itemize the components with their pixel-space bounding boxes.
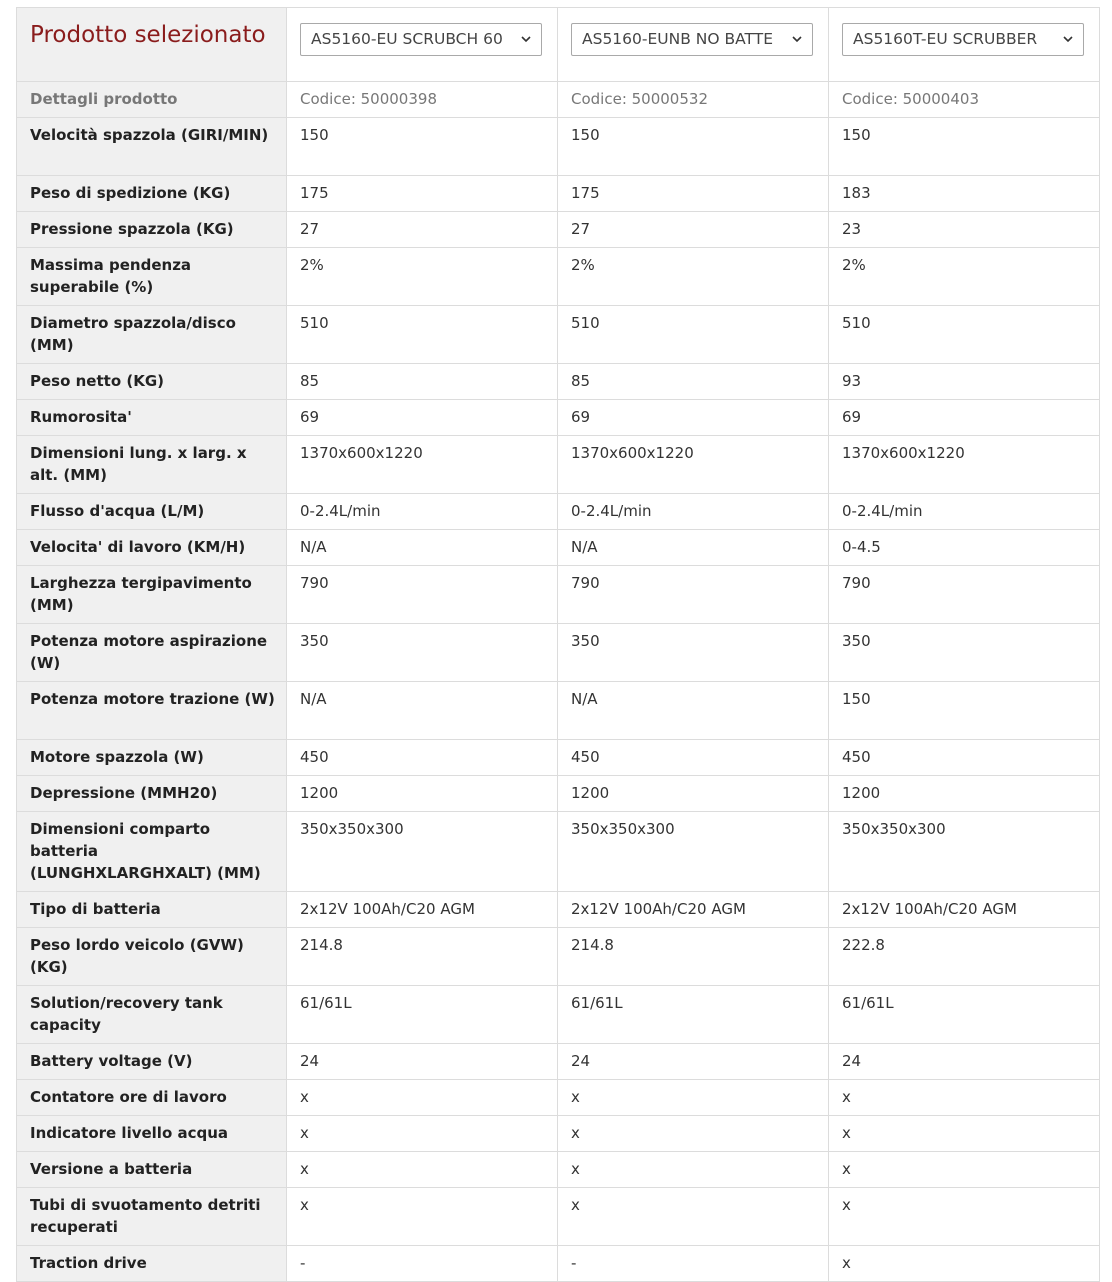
spec-value: N/A [287,530,558,566]
product-select-cell-2 [558,8,829,82]
spec-value: 510 [558,306,829,364]
spec-value: 790 [829,566,1100,624]
spec-value: N/A [558,530,829,566]
spec-label: Massima pendenza superabile (%) [17,248,287,306]
spec-value: x [829,1246,1100,1282]
spec-value: x [287,1116,558,1152]
table-row [17,682,1100,740]
table-row [17,892,1100,928]
spec-value: 24 [829,1044,1100,1080]
spec-value: 175 [287,176,558,212]
spec-value: 350 [287,624,558,682]
spec-value: 24 [287,1044,558,1080]
spec-value: 0-4.5 [829,530,1100,566]
spec-label: Velocita' di lavoro (KM/H) [17,530,287,566]
spec-value: 214.8 [558,928,829,986]
spec-value: 1200 [829,776,1100,812]
product-select-value-3: AS5160T-EU SCRUBBER [853,30,1038,48]
spec-value: x [558,1188,829,1246]
header-label-cell [17,8,287,82]
spec-label: Flusso d'acqua (L/M) [17,494,287,530]
table-row [17,118,1100,176]
spec-value: x [287,1080,558,1116]
spec-value: x [287,1152,558,1188]
spec-value: 1200 [558,776,829,812]
spec-value: 450 [829,740,1100,776]
spec-label: Larghezza tergipavimento (MM) [17,566,287,624]
product-comparison-table [16,7,1100,1282]
spec-value: 85 [287,364,558,400]
table-row [17,776,1100,812]
spec-label: Peso lordo veicolo (GVW) (KG) [17,928,287,986]
spec-label: Motore spazzola (W) [17,740,287,776]
spec-label: Versione a batteria [17,1152,287,1188]
spec-label: Peso netto (KG) [17,364,287,400]
table-row [17,1152,1100,1188]
product-select-2[interactable] [571,23,813,56]
table-row [17,176,1100,212]
spec-value: 350 [558,624,829,682]
spec-label: Solution/recovery tank capacity [17,986,287,1044]
spec-value: 24 [558,1044,829,1080]
spec-value: 69 [829,400,1100,436]
spec-label: Peso di spedizione (KG) [17,176,287,212]
product-code: Codice: 50000403 [829,82,1100,118]
spec-value: 150 [287,118,558,176]
spec-value: 93 [829,364,1100,400]
spec-value: 1370x600x1220 [558,436,829,494]
table-row [17,1188,1100,1246]
spec-label: Depressione (MMH20) [17,776,287,812]
spec-value: 27 [287,212,558,248]
spec-value: 183 [829,176,1100,212]
spec-label: Tubi di svuotamento detriti recuperati [17,1188,287,1246]
product-select-1[interactable] [300,23,542,56]
product-select-value-2: AS5160-EUNB NO BATTE [582,30,773,48]
spec-value: 23 [829,212,1100,248]
chevron-down-icon [790,24,804,55]
product-code: Codice: 50000532 [558,82,829,118]
table-row [17,306,1100,364]
spec-value: x [558,1152,829,1188]
spec-value: 510 [829,306,1100,364]
spec-value: 790 [558,566,829,624]
spec-label: Potenza motore trazione (W) [17,682,287,740]
spec-value: 450 [287,740,558,776]
spec-value: 2x12V 100Ah/C20 AGM [829,892,1100,928]
chevron-down-icon [519,24,533,55]
product-select-value-1: AS5160-EU SCRUBCH 60 [311,30,503,48]
product-code: Codice: 50000398 [287,82,558,118]
table-row [17,364,1100,400]
spec-label: Tipo di batteria [17,892,287,928]
spec-value: 0-2.4L/min [287,494,558,530]
details-label: Dettagli prodotto [17,82,287,118]
spec-value: N/A [287,682,558,740]
spec-value: 69 [287,400,558,436]
spec-value: - [287,1246,558,1282]
spec-value: 2% [558,248,829,306]
spec-value: x [287,1188,558,1246]
spec-value: 150 [829,118,1100,176]
spec-label: Traction drive [17,1246,287,1282]
header-row [17,8,1100,82]
spec-value: x [829,1152,1100,1188]
spec-value: x [829,1188,1100,1246]
spec-label: Dimensioni comparto batteria (LUNGHXLARGHXALT) (MM) [17,812,287,892]
spec-value: N/A [558,682,829,740]
spec-value: 150 [558,118,829,176]
spec-value: 2% [287,248,558,306]
spec-value: 2x12V 100Ah/C20 AGM [287,892,558,928]
spec-value: 175 [558,176,829,212]
table-row [17,212,1100,248]
spec-label: Indicatore livello acqua [17,1116,287,1152]
spec-value: 350 [829,624,1100,682]
spec-value: 350x350x300 [829,812,1100,892]
table-row [17,928,1100,986]
spec-label: Velocità spazzola (GIRI/MIN) [17,118,287,176]
table-row [17,530,1100,566]
spec-value: 2x12V 100Ah/C20 AGM [558,892,829,928]
spec-value: x [558,1116,829,1152]
table-row [17,436,1100,494]
spec-value: 222.8 [829,928,1100,986]
spec-value: 61/61L [558,986,829,1044]
spec-value: 2% [829,248,1100,306]
product-select-3[interactable] [842,23,1084,56]
product-select-cell-1 [287,8,558,82]
table-row [17,1246,1100,1282]
spec-value: 1370x600x1220 [287,436,558,494]
product-select-cell-3 [829,8,1100,82]
table-row [17,1116,1100,1152]
spec-value: 150 [829,682,1100,740]
table-row [17,400,1100,436]
table-row [17,1080,1100,1116]
spec-value: 27 [558,212,829,248]
spec-rows [17,118,1100,1282]
table-row [17,812,1100,892]
details-row [17,82,1100,118]
table-row [17,494,1100,530]
spec-value: x [829,1080,1100,1116]
spec-value: 510 [287,306,558,364]
spec-value: 61/61L [829,986,1100,1044]
spec-value: 350x350x300 [287,812,558,892]
spec-value: 790 [287,566,558,624]
page-title: Prodotto selezionato [30,21,266,48]
table-row [17,1044,1100,1080]
spec-value: 0-2.4L/min [558,494,829,530]
spec-value: 350x350x300 [558,812,829,892]
spec-value: 85 [558,364,829,400]
spec-label: Battery voltage (V) [17,1044,287,1080]
spec-value: - [558,1246,829,1282]
comparison-table-wrapper [16,7,1100,1282]
spec-label: Potenza motore aspirazione (W) [17,624,287,682]
spec-label: Dimensioni lung. x larg. x alt. (MM) [17,436,287,494]
spec-value: 69 [558,400,829,436]
spec-label: Diametro spazzola/disco (MM) [17,306,287,364]
spec-value: x [829,1116,1100,1152]
table-row [17,740,1100,776]
spec-value: x [558,1080,829,1116]
spec-label: Rumorosita' [17,400,287,436]
table-row [17,248,1100,306]
spec-value: 1370x600x1220 [829,436,1100,494]
spec-value: 1200 [287,776,558,812]
table-row [17,986,1100,1044]
table-row [17,566,1100,624]
spec-label: Contatore ore di lavoro [17,1080,287,1116]
spec-value: 0-2.4L/min [829,494,1100,530]
table-row [17,624,1100,682]
chevron-down-icon [1061,24,1075,55]
spec-value: 450 [558,740,829,776]
spec-value: 214.8 [287,928,558,986]
spec-value: 61/61L [287,986,558,1044]
spec-label: Pressione spazzola (KG) [17,212,287,248]
